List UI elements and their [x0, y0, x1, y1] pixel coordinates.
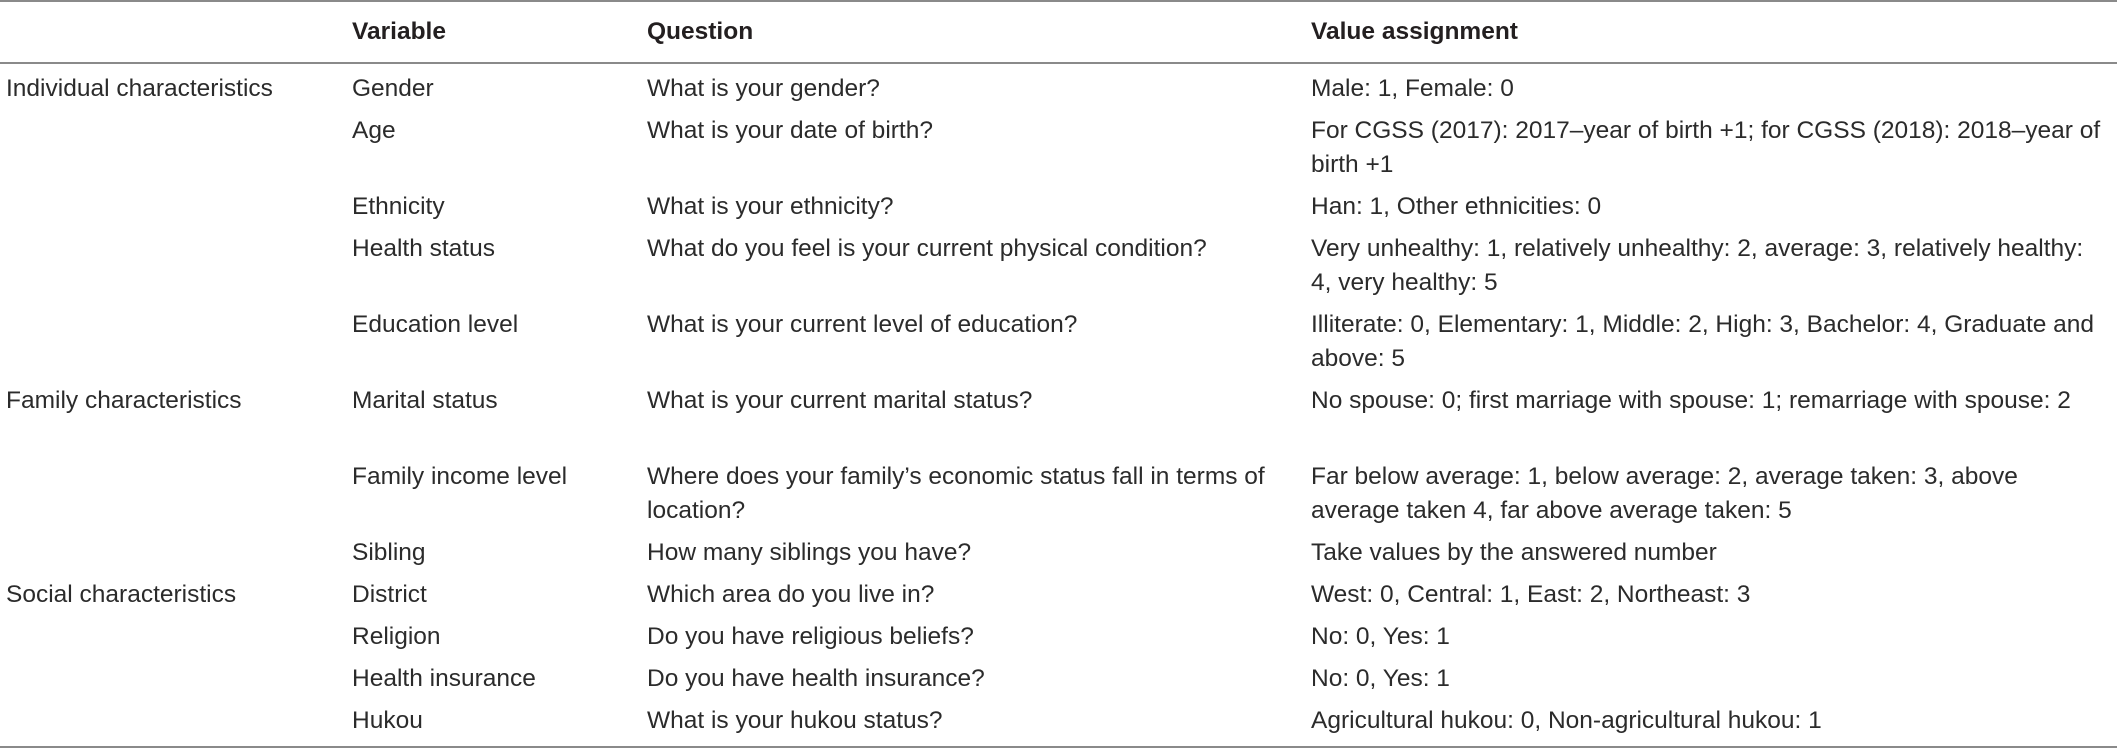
category-cell — [0, 190, 352, 232]
question-cell: How many siblings you have? — [647, 539, 972, 566]
category-cell — [0, 460, 352, 536]
question-cell: What is your gender? — [647, 75, 880, 102]
table-row — [0, 578, 2117, 620]
variable-cell: Religion — [352, 623, 441, 650]
variable-cell: Ethnicity — [352, 193, 445, 220]
table-row — [0, 384, 2117, 460]
table-row — [0, 704, 2117, 747]
question-cell: What is your current level of education? — [647, 311, 1078, 338]
value-cell: For CGSS (2017): 2017–year of birth +1; for CGSS (2018): 2018–year of birth +1 — [1311, 117, 2101, 178]
question-cell: Do you have religious beliefs? — [647, 623, 974, 650]
variable-cell: Family income level — [352, 463, 568, 490]
table-row — [0, 232, 2117, 308]
question-cell: What is your date of birth? — [647, 117, 933, 144]
question-cell: What do you feel is your current physical condition? — [647, 235, 1207, 262]
table-row — [0, 662, 2117, 704]
category-cell — [0, 232, 352, 308]
header-row — [0, 1, 2117, 63]
table-row — [0, 620, 2117, 662]
header-category — [0, 1, 352, 63]
table-row — [0, 114, 2117, 190]
question-cell: Which area do you live in? — [647, 581, 935, 608]
variable-cell: Health insurance — [352, 665, 536, 692]
header-question: Question — [647, 18, 754, 45]
value-cell: Agricultural hukou: 0, Non-agricultural hukou: 1 — [1311, 707, 1822, 734]
value-cell: No spouse: 0; first marriage with spouse: 1; remarriage with spouse: 2 — [1311, 387, 2071, 414]
value-cell: Han: 1, Other ethnicities: 0 — [1311, 193, 1602, 220]
question-cell: What is your hukou status? — [647, 707, 943, 734]
category-cell: Social characteristics — [6, 581, 237, 608]
table-row — [0, 190, 2117, 232]
variable-cell: Education level — [352, 311, 519, 338]
table-row — [0, 63, 2117, 114]
header-value-assignment: Value assignment — [1311, 18, 1518, 45]
question-cell: What is your ethnicity? — [647, 193, 894, 220]
value-cell: No: 0, Yes: 1 — [1311, 623, 1450, 650]
category-cell — [0, 662, 352, 704]
value-cell: Take values by the answered number — [1311, 539, 1717, 566]
value-cell: Male: 1, Female: 0 — [1311, 75, 1514, 102]
category-cell — [0, 308, 352, 384]
variable-cell: Gender — [352, 75, 434, 102]
category-cell — [0, 704, 352, 747]
variable-cell: Hukou — [352, 707, 423, 734]
value-cell: Far below average: 1, below average: 2, average taken: 3, above average taken 4, far above average taken: 5 — [1311, 463, 2018, 524]
variable-cell: Marital status — [352, 387, 498, 414]
variable-cell: Age — [352, 117, 396, 144]
category-cell — [0, 114, 352, 190]
table-row — [0, 536, 2117, 578]
variable-cell: Health status — [352, 235, 495, 262]
header-variable: Variable — [352, 18, 446, 45]
category-cell — [0, 620, 352, 662]
category-cell: Family characteristics — [6, 387, 242, 414]
category-cell — [0, 536, 352, 578]
variable-cell: District — [352, 581, 427, 608]
value-cell: Very unhealthy: 1, relatively unhealthy: 2, average: 3, relatively healthy: 4, very healthy: 5 — [1311, 235, 2084, 296]
table-header — [0, 1, 2117, 63]
table-row — [0, 308, 2117, 384]
value-cell: West: 0, Central: 1, East: 2, Northeast: 3 — [1311, 581, 1751, 608]
value-cell: Illiterate: 0, Elementary: 1, Middle: 2, High: 3, Bachelor: 4, Graduate and above: 5 — [1311, 311, 2095, 372]
question-cell: Do you have health insurance? — [647, 665, 985, 692]
value-cell: No: 0, Yes: 1 — [1311, 665, 1450, 692]
question-cell: What is your current marital status? — [647, 387, 1033, 414]
table-body — [0, 63, 2117, 747]
variable-cell: Sibling — [352, 539, 426, 566]
table-row — [0, 460, 2117, 536]
question-cell: Where does your family’s economic status fall in terms of location? — [647, 463, 1265, 524]
category-cell: Individual characteristics — [6, 75, 273, 102]
